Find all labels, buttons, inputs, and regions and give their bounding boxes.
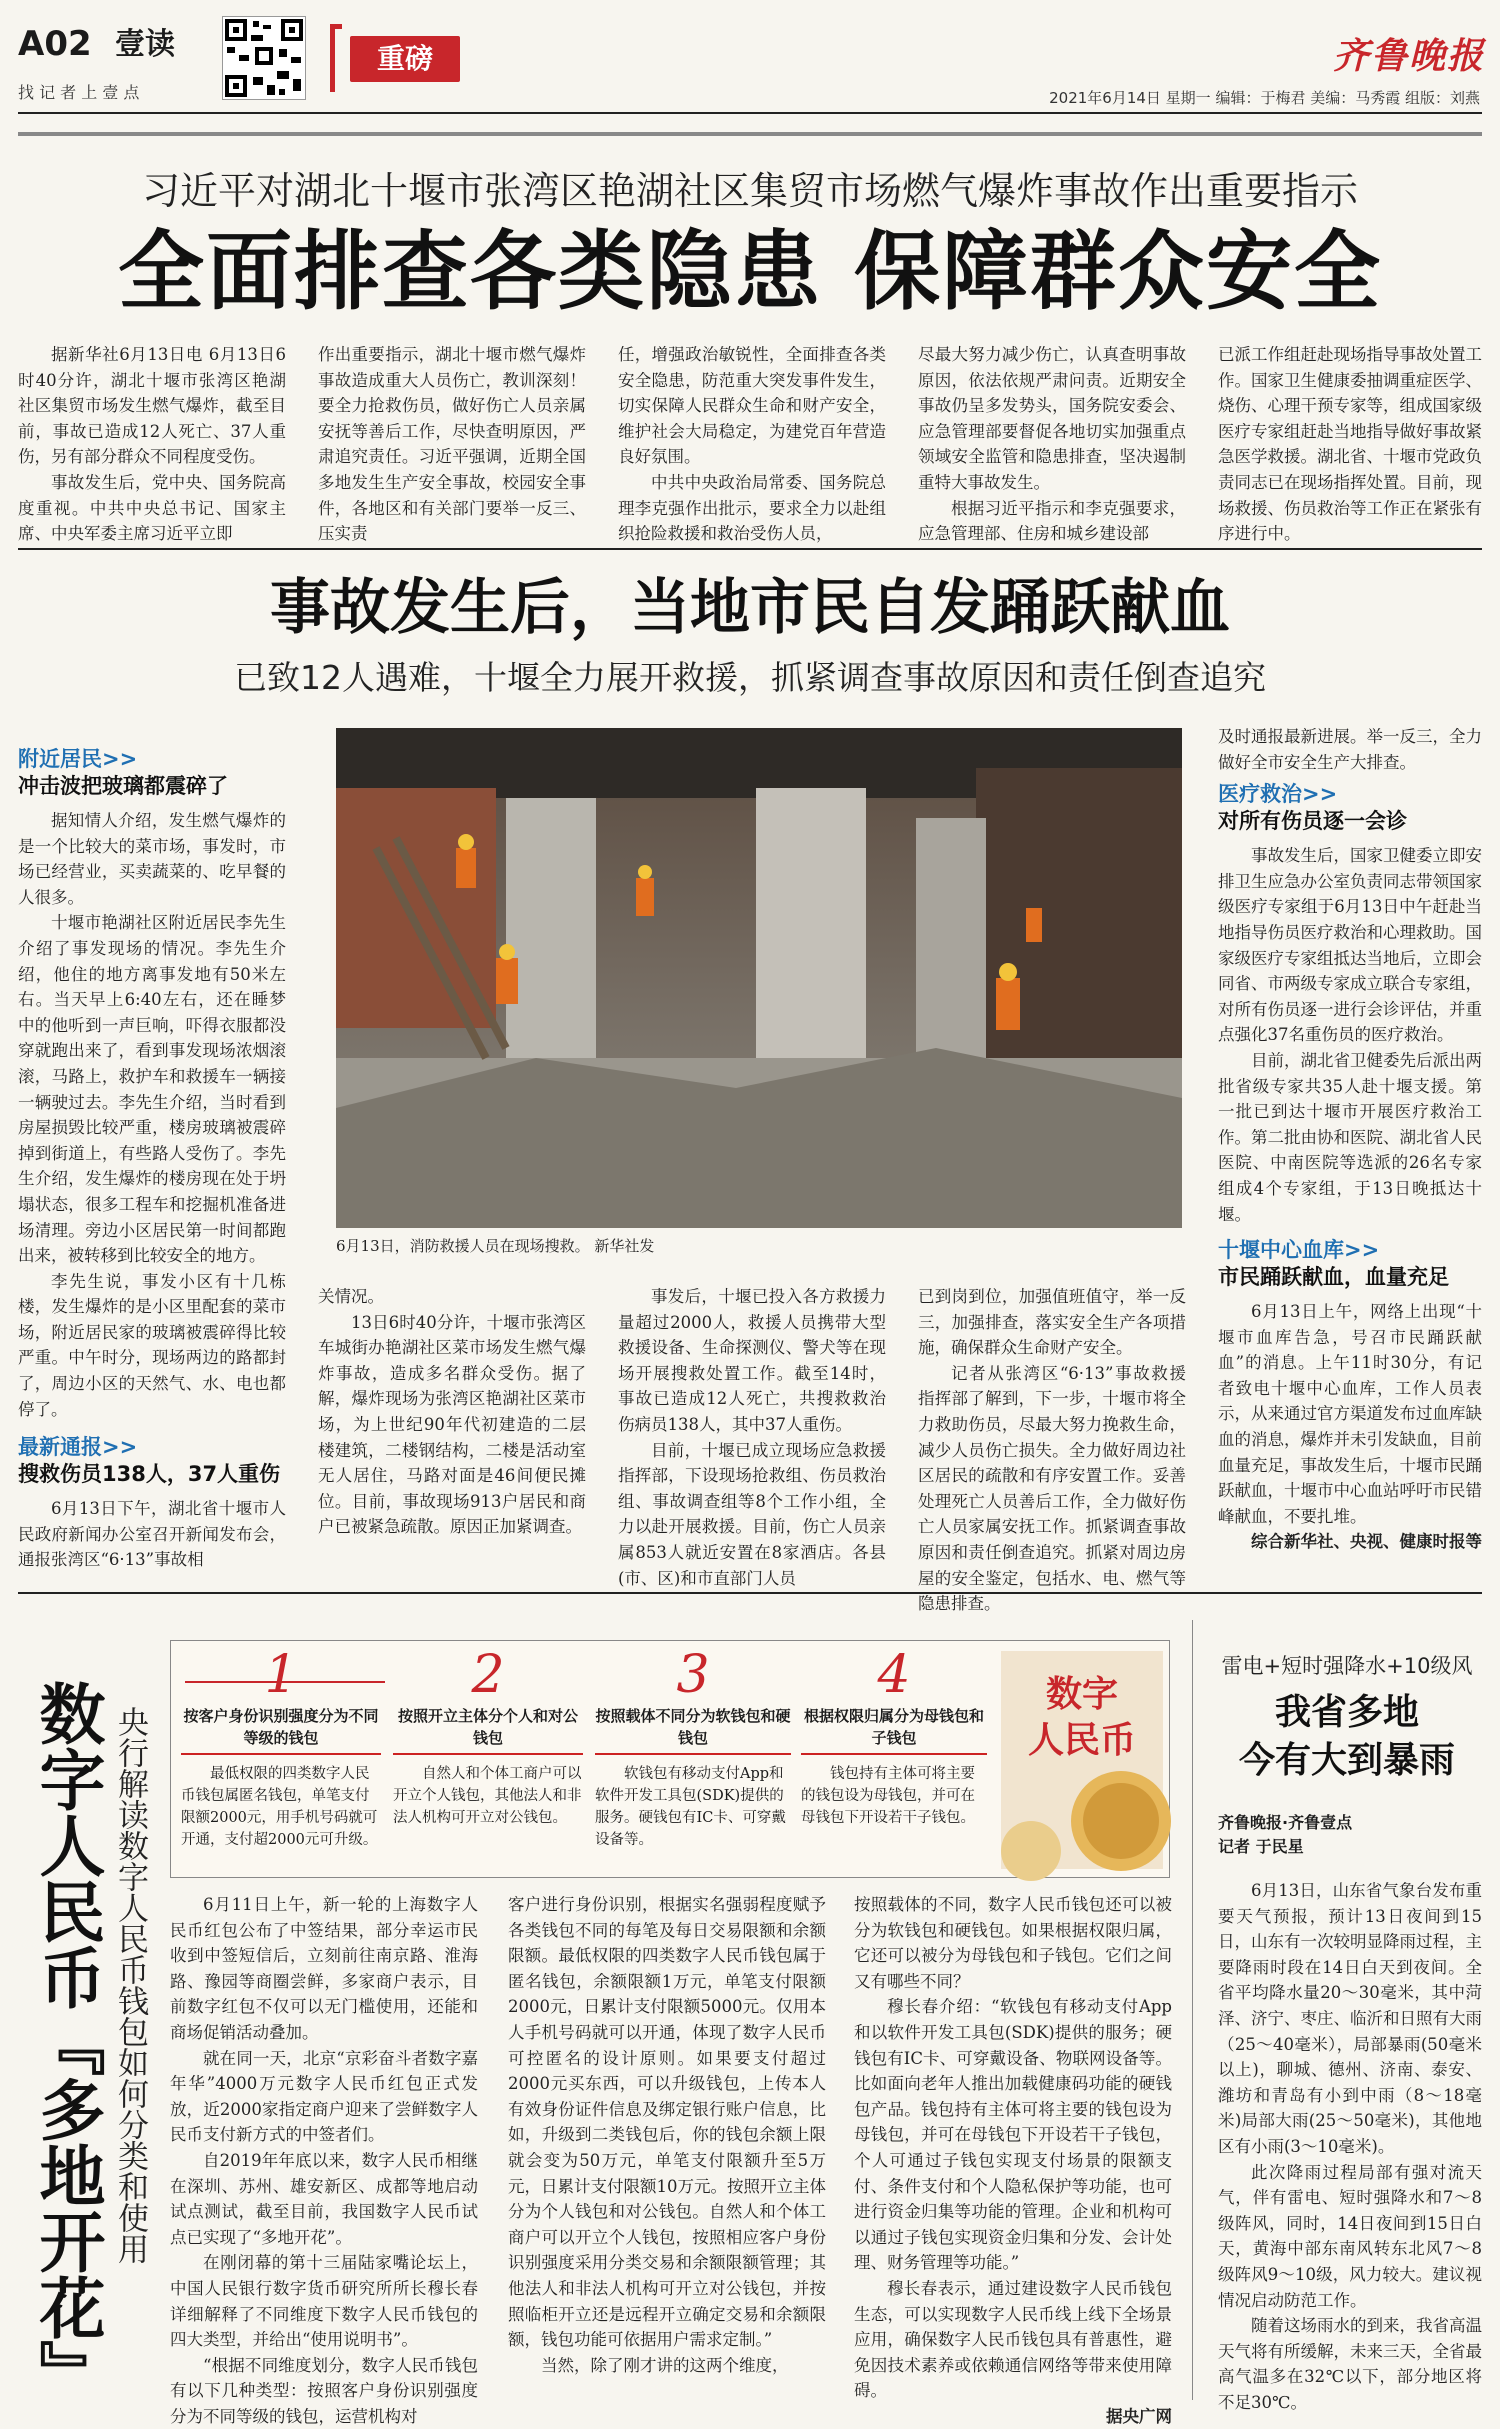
section-label-residents: 附近居民>> [18, 747, 138, 771]
masthead-rule [18, 112, 1482, 114]
subtitle-shockwave: 冲击波把玻璃都震碎了 [18, 774, 228, 798]
qr-code-icon [223, 17, 305, 99]
story2-credit: 综合新华社、央视、健康时报等 [1251, 1532, 1482, 1552]
story1-col3: 任，增强政治敏锐性，全面排查各类安全隐患，防范重大突发事件发生，切实保障人民群众生命和财产安全，维护社会大局稳定，为建党百年营造良好氛围。 中共中央政治局常委、国务院总理李克强作出批示，要求全力以赴组织抢险救援和救治受伤人员， [618, 345, 886, 544]
story4-byline-org: 齐鲁晚报·齐鲁壹点 [1218, 1813, 1353, 1832]
subtitle-blood: 市民踊跃献血，血量充足 [1218, 1265, 1449, 1290]
story2-body-col3: 已到岗到位，加强值班值守，举一反三，加强排查，落实安全生产各项措施，确保群众生命财产安全。 记者从张湾区“6·13”事故救援指挥部了解到，下一步，十堰市将全力救助伤员，尽最大努力挽救生命，减少人员伤亡损失。全力做好周边社区居民的疏散和有序安置工作。妥善处理死亡人员善后工作，全力做好伤亡人员家属安抚工作。抓紧调查事故原因和责任倒查追究。抓紧对周边房屋的安全鉴定，包括水、电、燃气等隐患排查。 [918, 1287, 1186, 1614]
section-label-medical: 医疗救治>> [1218, 782, 1338, 807]
wallet-step-1: 1 按客户身份识别强度分为不同等级的钱包 最低权限的四类数字人民币钱包属匿名钱包，单笔支付限额2000元，用手机号码就可开通，支付超2000元可升级。 [181, 1649, 381, 1851]
story1-headline: 全面排查各类隐患 保障群众安全 [118, 222, 1382, 322]
story1-kicker: 习近平对湖北十堰市张湾区艳湖社区集贸市场燃气爆炸事故作出重要指示 [141, 169, 1358, 213]
story2-subhead: 已致12人遇难，十堰全力展开救援，抓紧调查事故原因和责任倒查追究 [234, 658, 1266, 697]
story3-col1: 6月11日上午，新一轮的上海数字人民币红包公布了中签结果，部分幸运市民收到中签短信后，立刻前往南京路、淮海路、豫园等商圈尝鲜，多家商户表示，目前数字红包不仅可以无门槛使用，还能和商场促销活动叠加。 就在同一天，北京“京彩奋斗者数字嘉年华”4000万元数字人民币红包正式发放，近2000家指定商户迎来了尝鲜数字人民币支付新方式的中签者们。 自2019年年底以来，数字人民币相继在深圳、苏州、雄安新区、成都等地启动试点测试，截至目前，我国数字人民币试点已实现了“多地开花”。 在刚闭幕的第十三届陆家嘴论坛上，中国人民银行数字货币研究所所长穆长春详细解释了不同维度下数字人民币钱包的四大类型，并给出“使用说明书”。 “根据不同维度划分，数字人民币钱包有以下几种类型：按照客户身份识别强度分为不同等级的钱包，运营机构对 [170, 1895, 478, 2426]
story1-col4: 尽最大努力减少伤亡，认真查明事故原因，依法依规严肃问责。近期安全事故仍呈多发势头，国务院安委会、应急管理部要督促各地切实加强重点领域安全监管和隐患排查，坚决遏制重特大事故发生。 根据习近平指示和李克强要求，应急管理部、住房和城乡建设部 [918, 345, 1186, 544]
story4-kicker: 雷电+短时强降水+10级风 [1221, 1654, 1473, 1678]
section-tag: 重磅 [350, 36, 460, 82]
section-name: 壹读 [115, 27, 175, 62]
story1-col5: 已派工作组赶赴现场指导事故处置工作。国家卫生健康委抽调重症医学、烧伤、心理干预专家等，组成国家级医疗专家组赶赴当地指导做好事故紧急医学救援。湖北省、十堰市党政负责同志已在现场指挥处置。目前，现场救援、伤员救治等工作正在紧张有序进行中。 [1218, 345, 1482, 544]
date-line: 2021年6月14日 星期一 编辑：于梅君 美编：马秀霞 组版：刘燕 [1049, 89, 1480, 107]
qr-code[interactable] [222, 16, 306, 100]
subtitle-casualties: 搜救伤员138人，37人重伤 [18, 1462, 281, 1487]
story2-rule [18, 1592, 1482, 1594]
story1-col1: 据新华社6月13日电 6月13日6时40分许，湖北十堰市张湾区艳湖社区集贸市场发生燃气爆炸，截至目前，事故已造成12人死亡、37人重伤，另有部分群众不同程度受伤。 事故发生后，党中央、国务院高度重视。中共中央总书记、国家主席、中央军委主席习近平立即 [18, 345, 286, 544]
story3-col2: 客户进行身份识别，根据实名强弱程度赋予各类钱包不同的每笔及每日交易限额和余额限额。最低权限的四类数字人民币钱包属于匿名钱包，余额限额1万元，单笔支付限额2000元，日累计支付限额5000元。仅用本人手机号码就可以开通，体现了数字人民币可控匿名的设计原则。如果要支付超过2000元买东西，可以升级钱包，上传本人有效身份证件信息及绑定银行账户信息，比如，升级到二类钱包后，你的钱包余额上限就会变为50万元，单笔支付限额升至5万元，日累计支付限额10万元。按照开立主体分为个人钱包和对公钱包。自然人和个体工商户可以开立个人钱包，按照相应客户身份识别强度采用分类交易和余额限额管理；其他法人和非法人机构可开立对公钱包，并按照临柜开立还是远程开立确定交易和余额限额，钱包功能可依据用户需求定制。” 当然，除了刚才讲的这两个维度， [508, 1895, 826, 2375]
story4-body: 6月13日，山东省气象台发布重要天气预报，预计13日夜间到15日，山东有一次较明显降雨过程，主要降雨时段在14日白天到夜间。全省平均降水量20～30毫米，其中菏泽、济宁、枣庄、临沂和日照有大雨（25～40毫米），局部暴雨(50毫米以上)，聊城、德州、济南、泰安、潍坊和青岛有小到中雨（8～18毫米)局部大雨(25～50毫米)，其他地区有小雨(3～10毫米)。 此次降雨过程局部有强对流天气，伴有雷电、短时强降水和7～8级阵风，同时，14日夜间到15日白天，黄海中部东南风转东北风7～8级阵风9～10级，风力较大。建议视情况启动防范工作。 随着这场雨水的到来，我省高温天气将有所缓解，未来三天，全省最高气温多在32℃以下，部分地区将不足30℃。 [1218, 1881, 1482, 2412]
masthead-rule-2 [18, 132, 1482, 136]
wallet-step-4: 4 根据权限归属分为母钱包和子钱包 钱包持有主体可将主要的钱包设为母钱包，并可在母钱包下开设若干子钱包。 [801, 1649, 987, 1829]
story3-subtitle: 央行解读数字人民币钱包如何分类和使用 [112, 1706, 148, 2264]
story2-body-col1: 关情况。 13日6时40分许，十堰市张湾区车城街办艳湖社区菜市场发生燃气爆炸事故，造成多名群众受伤。据了解，爆炸现场为张湾区艳湖社区菜市场，为上世纪90年代初建造的二层楼建筑，二楼钢结构，二楼是活动室无人居住，马路对面是46间便民摊位。目前，事故现场913户居民和商户已被紧急疏散。原因正加紧调查。 [318, 1287, 586, 1537]
section-subtitle: 找 记 者 上 壹 点 [18, 83, 140, 102]
story2-headline: 事故发生后，当地市民自发踊跃献血 [270, 573, 1230, 643]
story2-right-col: 及时通报最新进展。举一反三，全力做好全市安全生产大排查。 医疗救治>> 对所有伤员逐一会诊 事故发生后，国家卫健委立即安排卫生应急办公室负责同志带领国家级医疗专家组于6月13日中午赶赴当地指导伤员医疗救治和心理救助。国家级医疗专家组抵达当地后，立即会同省、市两级专家成立联合专家组，对所有伤员逐一进行会诊评估，并重点强化37名重伤员的医疗救治。 目前，湖北省卫健委先后派出两批省级专家共35人赴十堰支援。第一批已到达十堰市开展医疗救治工作。第二批由协和医院、湖北省人民医院、中南医院等选派的26名专家组成4个专家组，于13日晚抵达十堰。 十堰中心血库>> 市民踊跃献血，血量充足 6月13日上午，网络上出现“十堰市血库告急，号召市民踊跃献血”的消息。上午11时30分，有记者致电十堰中心血库，工作人员表示，从来通过官方渠道发布过血库缺血的消息，爆炸并未引发缺血，目前血量充足，事故发生后，十堰市民踊跃献血，十堰市中心血站呼吁市民错峰献血，不要扎堆。 综合新华社、央视、健康时报等 [1218, 724, 1482, 1574]
wallet-step-2: 2 按照开立主体分个人和对公钱包 自然人和个体工商户可以开立个人钱包，其他法人和非法人机构可开立对公钱包。 [393, 1645, 582, 1826]
photo-caption: 6月13日，消防救援人员在现场搜救。 新华社发 [336, 1237, 655, 1255]
story3-title: 数字人民币『多地开花』 [28, 1680, 106, 2406]
story3-divider [1192, 1620, 1193, 2400]
rescue-scene-image [336, 728, 1182, 1228]
story2-body-col2: 事发后，十堰已投入各方救援力量超过2000人，救援人员携带大型救援设备、生命探测仪、警犬等在现场开展搜救处置工作。截至14时，事故已造成12人死亡，共搜救救治伤病员138人，其中37人重伤。 目前，十堰已成立现场应急救援指挥部，下设现场抢救组、伤员救治组、事故调查组等8个工作小组，全力以赴开展救援。目前，伤亡人员亲属853人就近安置在8家酒店。各县(市、区)和市直部门人员 [618, 1287, 886, 1588]
story4-headline-2: 今有大到暴雨 [1238, 1740, 1455, 1781]
wallet-infobox [170, 1640, 1170, 1878]
subtitle-consult: 对所有伤员逐一会诊 [1218, 809, 1407, 834]
story3-credit: 据央广网 [1106, 2406, 1172, 2426]
tag-bracket [330, 24, 342, 92]
story4-headline-1: 我省多地 [1274, 1692, 1419, 1733]
paper-logo: 齐鲁晚报 [1332, 35, 1485, 77]
section-label-bloodbank: 十堰中心血库>> [1218, 1238, 1380, 1263]
story1-col2: 作出重要指示，湖北十堰市燃气爆炸事故造成重大人员伤亡，教训深刻！要全力抢救伤员，做好伤亡人员亲属安抚等善后工作，尽快查明原因，严肃追究责任。习近平强调，近期全国多地发生生产安全事故，校园安全事件，各地区和有关部门要举一反三、压实责 [318, 345, 586, 544]
rescue-photo [336, 728, 1182, 1228]
section-label-latest: 最新通报>> [18, 1435, 138, 1460]
page-number: A02 [18, 24, 92, 64]
digital-rmb-graphic: 数字 人民币 [1001, 1651, 1163, 1869]
wallet-step-3: 3 按照载体不同分为软钱包和硬钱包 软钱包有移动支付App和软件开发工具包(SDK)提供的服务。硬钱包有IC卡、可穿戴设备等。 [595, 1645, 791, 1848]
story2-left-col: 附近居民>> 冲击波把玻璃都震碎了 据知情人介绍，发生燃气爆炸的是一个比较大的菜市场，事发时，市场已经营业，买卖蔬菜的、吃早餐的人很多。 十堰市艳湖社区附近居民李先生介绍了事发现场的情况。李先生介绍，他住的地方离事发地有50米左右。当天早上6:40左右，还在睡梦中的他听到一声巨响，吓得衣服都没穿就跑出来了，看到事发现场浓烟滚滚，马路上，救护车和救援车一辆接一辆驶过去。李先生介绍，当时看到房屋损毁比较严重，楼房玻璃被震碎掉到街道上，有些路人受伤了。李先生介绍，发生爆炸的楼房现在处于坍塌状态，很多工程车和挖掘机准备进场清理。旁边小区居民第一时间都跑出来，被转移到比较安全的地方。 李先生说，事发小区有十几栋楼，发生爆炸的是小区里配套的菜市场，附近居民家的玻璃被震碎得比较严重。中午时分，现场两边的路都封了，周边小区的天然气、水、电也都停了。 最新通报>> 搜救伤员138人，37人重伤 6月13日下午，湖北省十堰市人民政府新闻办公室召开新闻发布会，通报张湾区“6·13”事故相 [18, 747, 286, 1570]
story1-rule [18, 548, 1482, 550]
story3-col3: 按照载体的不同，数字人民币钱包还可以被分为软钱包和硬钱包。如果根据权限归属，它还可以被分为母钱包和子钱包。它们之间又有哪些不同？ 穆长春介绍：“软钱包有移动支付App和以软件开发工具包(SDK)提供的服务；硬钱包有IC卡、可穿戴设备、物联网设备等。比如面向老年人推出加载健康码功能的硬钱包产品。钱包持有主体可将主要的钱包设为母钱包，并可在母钱包下开设若干子钱包，个人可通过子钱包实现支付场景的限额支付、条件支付和个人隐私保护等功能，也可进行资金归集等功能的管理。企业和机构可以通过子钱包实现资金归集和分发、会计处理、财务管理等功能。” 穆长春表示，通过建设数字人民币钱包生态，可以实现数字人民币线上线下全场景应用，确保数字人民币钱包具有普惠性，避免因技术素养或依赖通信网络等带来使用障碍。 据央广网 [854, 1892, 1172, 2392]
story4-byline-reporter: 记者 于民星 [1218, 1837, 1304, 1856]
